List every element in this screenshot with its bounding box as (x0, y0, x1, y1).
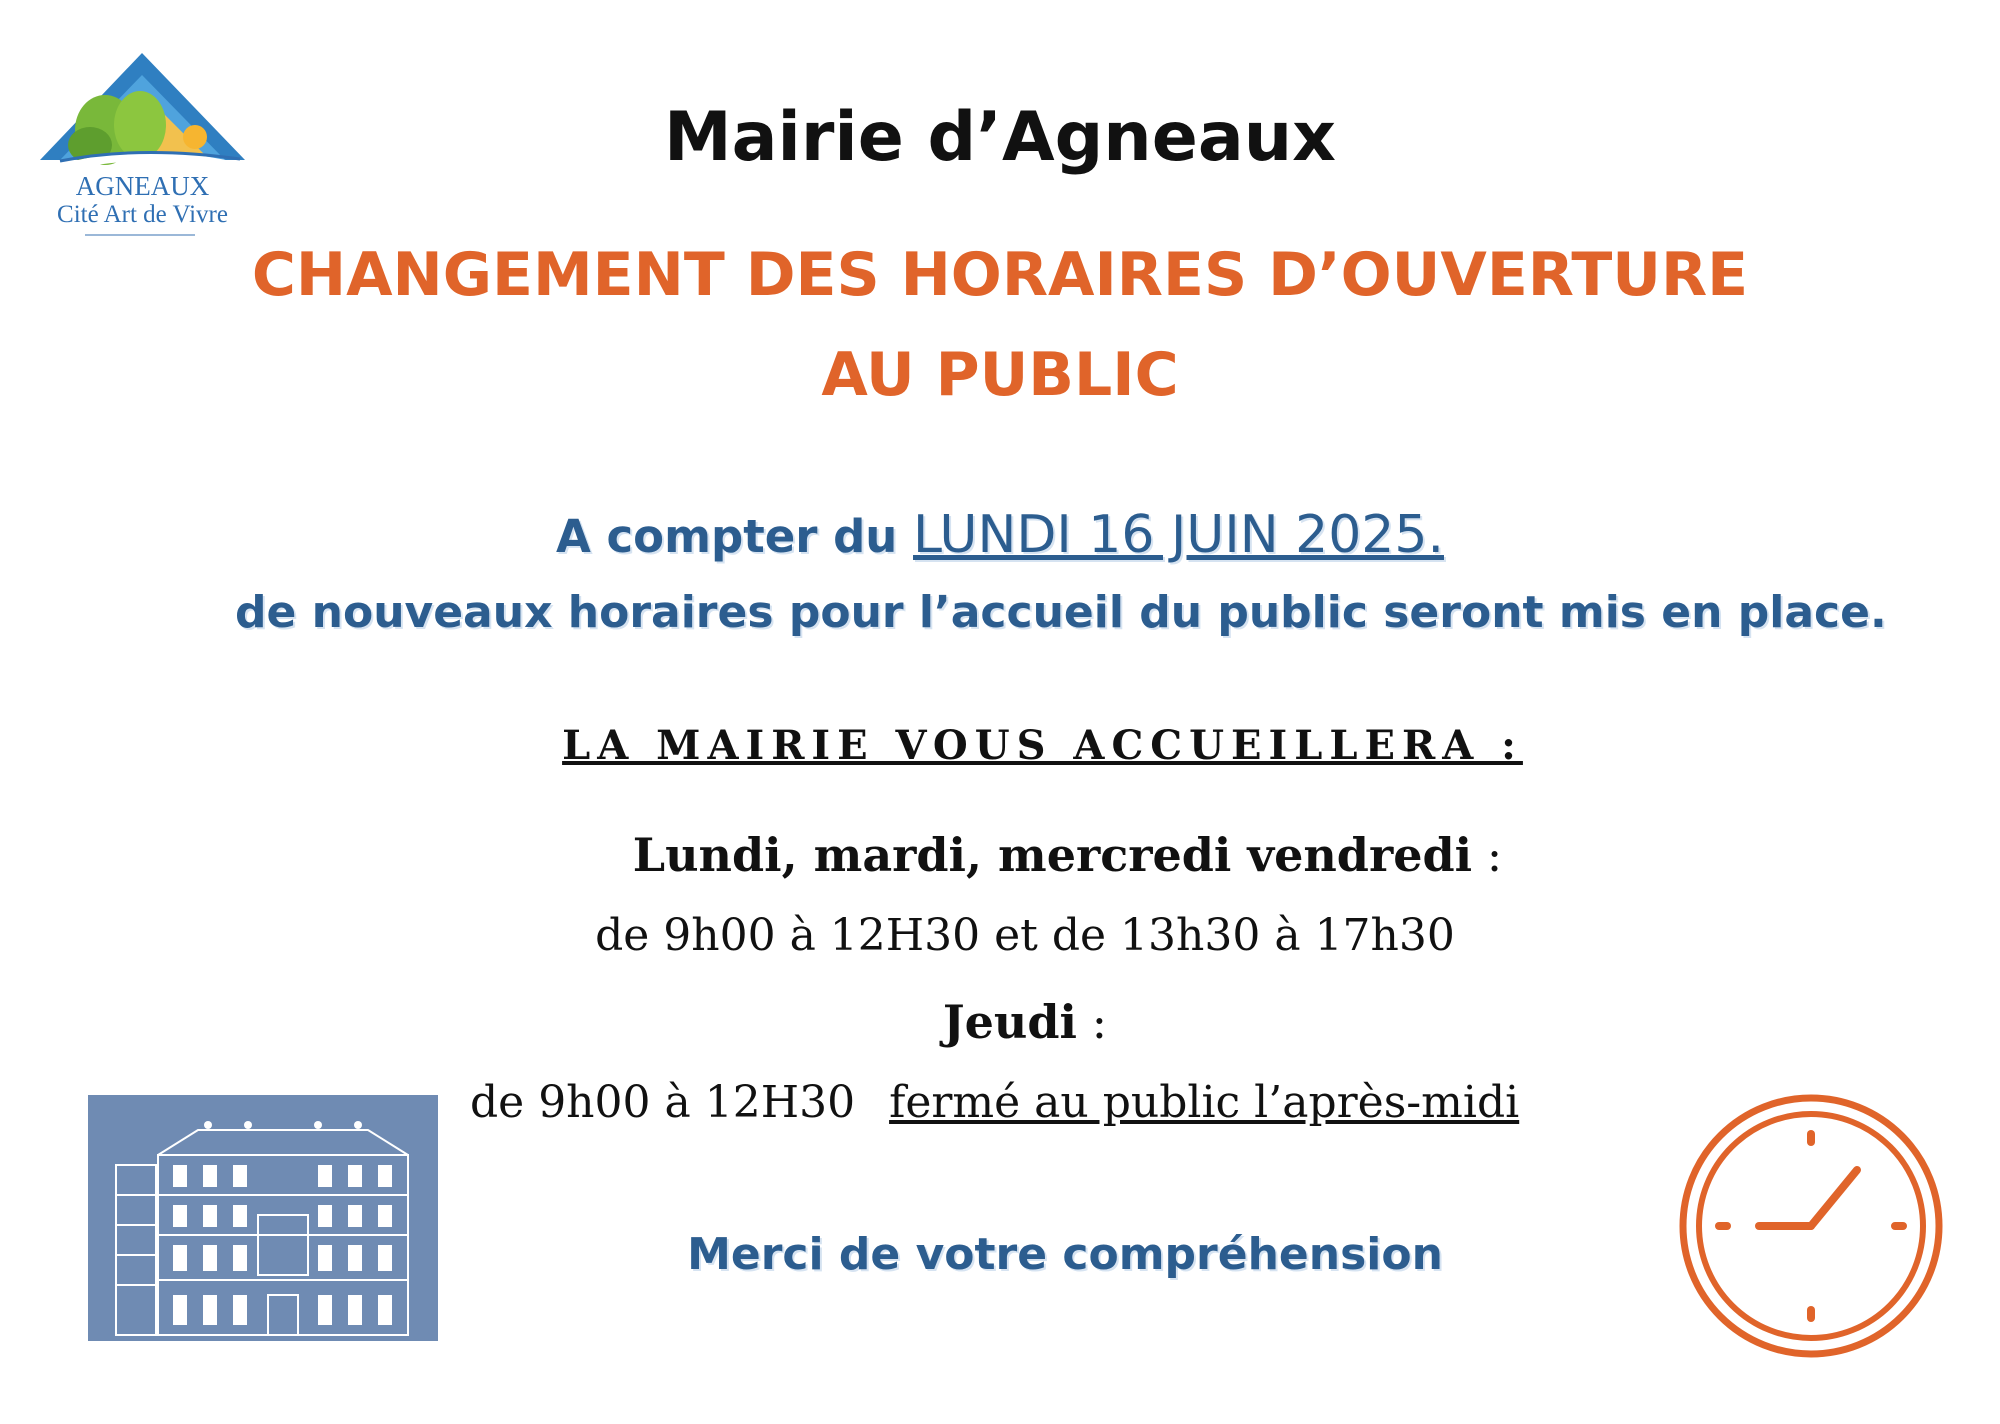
schedule-days-1 (0, 828, 2000, 882)
announcement-prefix: A compter du (556, 510, 898, 563)
days-separator-1: : (1472, 828, 1503, 882)
announcement-date: LUNDI 16 JUIN 2025. (913, 505, 1444, 565)
schedule-hours-1: de 9h00 à 12H30 et de 13h30 à 17h30 (595, 910, 1455, 961)
days-separator-2: : (1077, 995, 1108, 1049)
thursday-hours: de 9h00 à 12H30 (470, 1077, 856, 1128)
schedule-heading: LA MAIRIE VOUS ACCUEILLERA : (562, 722, 1523, 769)
logo-tagline: Cité Art de Vivre (57, 201, 228, 228)
thanks-message: Merci de votre compréhension (687, 1229, 1443, 1280)
town-hall-icon (88, 1095, 438, 1341)
schedule-days-2 (0, 995, 2000, 1049)
logo-underline (85, 234, 195, 236)
days-weekdays: Lundi, mardi, mercredi vendredi (632, 828, 1473, 882)
announcement-line-2: de nouveaux horaires pour l’accueil du public seront mis en place. (235, 587, 1887, 638)
closed-afternoon-note: fermé au public l’après-midi (889, 1077, 1520, 1128)
headline-line-1: CHANGEMENT DES HORAIRES D’OUVERTURE (251, 240, 1749, 310)
schedule-hours-2 (470, 1077, 1519, 1128)
headline (220, 225, 1780, 425)
days-thursday: Jeudi (942, 995, 1077, 1049)
headline-line-2: AU PUBLIC (821, 340, 1179, 410)
announcement-line-1 (0, 505, 2000, 567)
logo-name: AGNEAUX (75, 171, 210, 201)
clock-icon (1677, 1092, 1945, 1360)
page-title: Mairie d’Agneaux (664, 98, 1336, 177)
